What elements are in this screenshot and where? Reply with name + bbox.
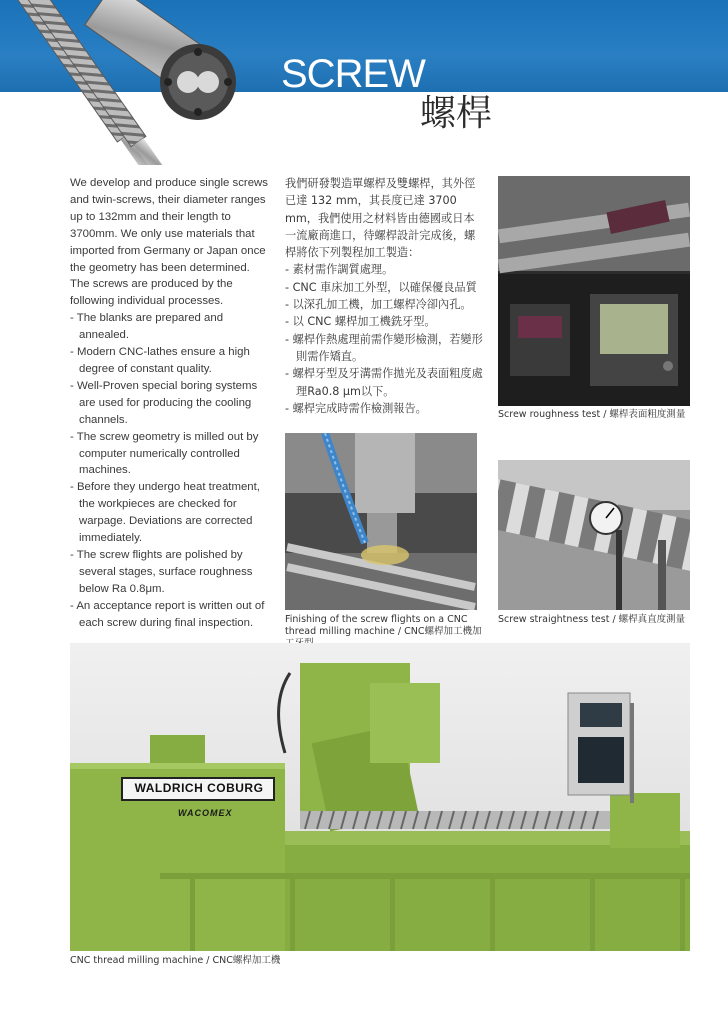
page-title-chinese: 螺桿 [420, 93, 493, 134]
chinese-text-column [285, 175, 485, 417]
english-intro-paragraph: We develop and produce single screws and twin-screws, their diameter ranges up to 132mm and their length to 3700mm. We only use materials that imported from Germany or Japan once the geometry has been determined. [70, 177, 268, 274]
finishing-caption: Finishing of the screw flights on a CNC thread milling machine / CNC螺桿加工機加 [285, 614, 482, 637]
twin-screw-hero-image [0, 0, 240, 165]
list-item: - The blanks are prepared and annealed. [70, 312, 224, 342]
english-intro-paragraph: The screws are produced by the following individual processes. [70, 278, 233, 308]
list-item: - 素材需作調質處理。 [285, 263, 394, 277]
list-item: - 螺桿完成時需作檢測報告。 [285, 401, 427, 415]
chinese-process-list [285, 261, 485, 417]
list-item: - The screw flights are polished by several stages, surface roughness below Ra 0.8μm. [70, 548, 253, 595]
cnc-machine-caption: CNC thread milling machine / CNC螺桿加工機 [70, 955, 281, 966]
list-item: - Modern CNC-lathes ensure a high degree of constant quality. [70, 346, 250, 375]
list-item: - An acceptance report is written out of each screw during final inspection. [70, 599, 265, 629]
list-item: - 螺桿牙型及牙溝需作拋光及表面粗度處理Ra0.8 μm以下。 [285, 367, 483, 398]
thread-finishing-photo [285, 433, 477, 610]
english-text-column [70, 175, 270, 631]
list-item: - 螺桿作熱處理前需作變形檢測，若變形則需作矯直。 [285, 332, 483, 363]
list-item: - 以 CNC 螺桿加工機銑牙型。 [285, 315, 436, 329]
list-item: - The screw geometry is milled out by computer numerically controlled machines. [70, 430, 259, 477]
straightness-test-photo [498, 460, 690, 610]
roughness-test-photo [498, 176, 690, 406]
machine-brand-label: WALDRICH COBURG [134, 781, 264, 795]
roughness-caption: Screw roughness test / 螺桿表面粗度測量 [498, 409, 686, 420]
english-process-list [70, 310, 270, 631]
chinese-intro-paragraph: 我們研發製造單螺桿及雙螺桿，其外徑已達 132 mm，其長度已達 3700 mm，我們使用之材料皆由德國或日本一流廠商進口，待螺桿設計完成後，螺桿將依下列製程加工製造： [285, 177, 476, 260]
machine-sub-label: WACOMEX [178, 808, 233, 818]
list-item: - 以深孔加工機，加工螺桿冷卻內孔。 [285, 298, 472, 312]
page-title-english: SCREW [281, 52, 425, 96]
cnc-machine-photo [70, 643, 690, 951]
list-item: - Before they undergo heat treatment, the workpieces are checked for warpage. Deviations are corrected immediately. [70, 481, 260, 545]
list-item: - Well-Proven special boring systems are used for producing the cooling channels. [70, 379, 258, 426]
list-item: - CNC 車床加工外型，以確保優良品質 [285, 280, 477, 294]
straightness-caption: Screw straightness test / 螺桿真直度測量 [498, 614, 686, 625]
